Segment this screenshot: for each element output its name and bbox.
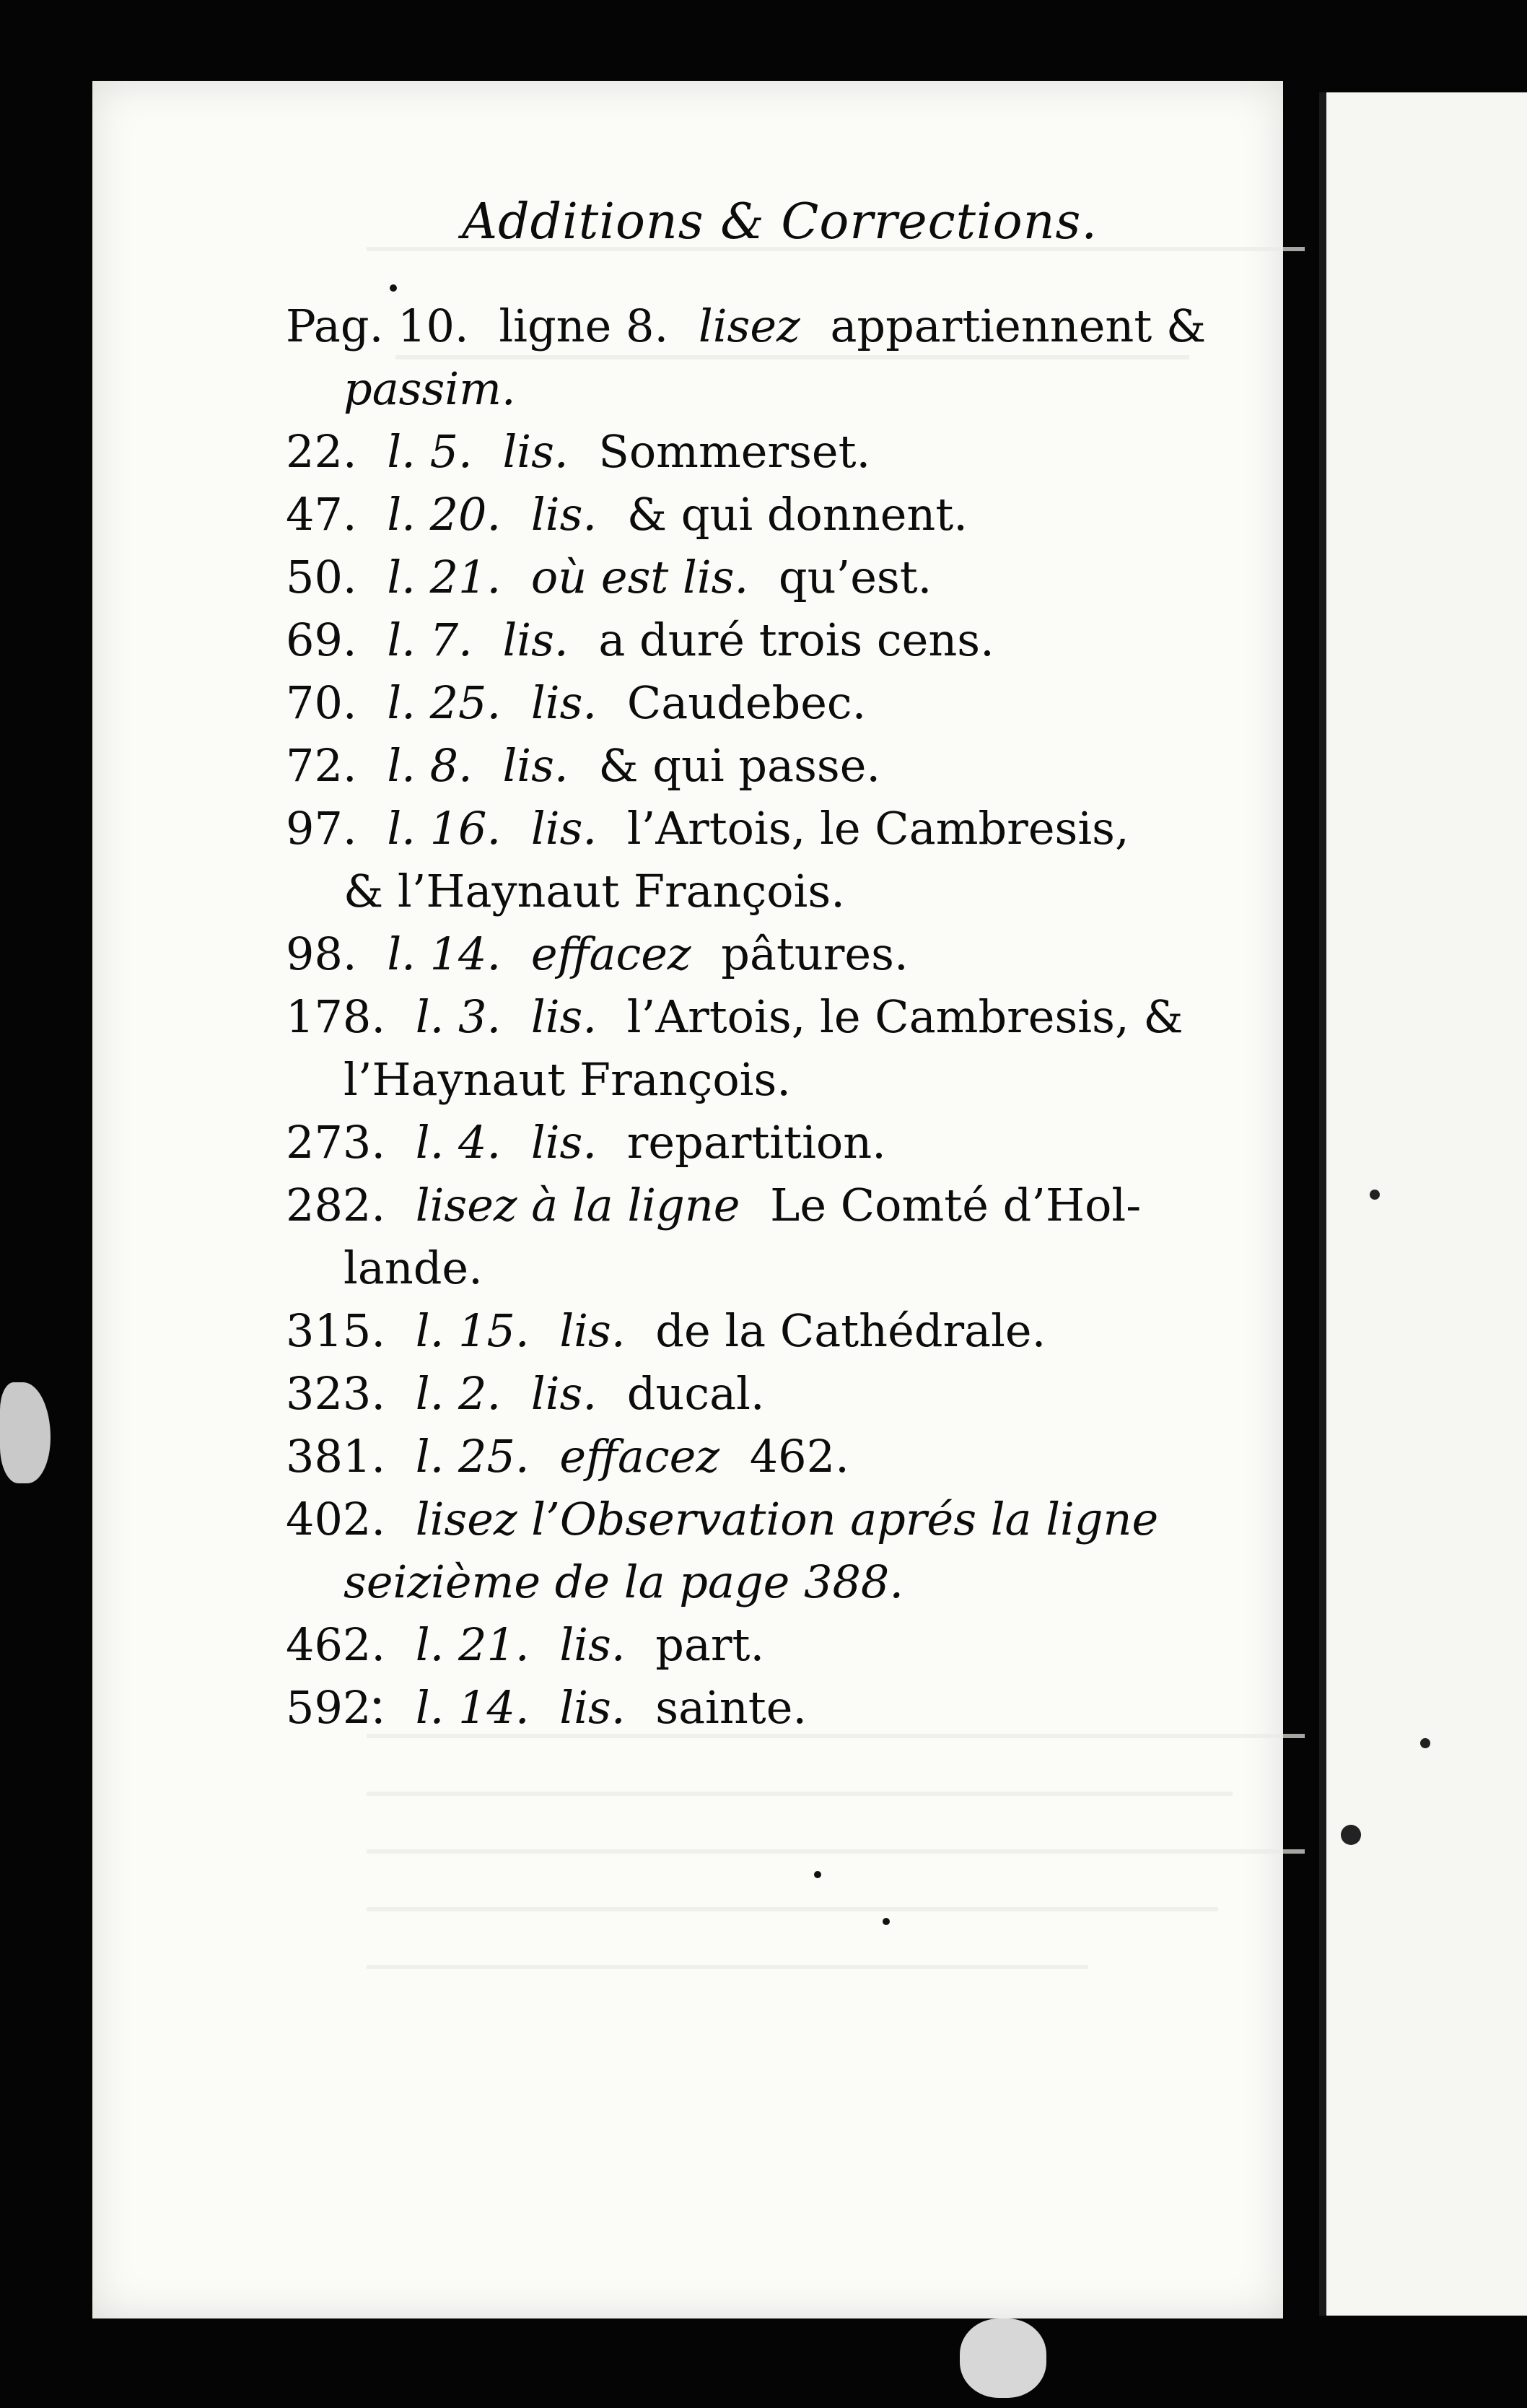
correction-marker: lis.: [530, 488, 598, 541]
list-item: [286, 1676, 1274, 1739]
page-number: 273.: [286, 1116, 386, 1169]
list-item: [286, 1488, 1274, 1613]
correction-marker: lisez à la ligne: [415, 1179, 740, 1231]
correction-marker: lis.: [530, 1367, 598, 1420]
list-item: [286, 1425, 1274, 1488]
continuation-text: l’Haynaut François.: [344, 1053, 791, 1106]
correction-marker: lis.: [502, 614, 569, 666]
line-ref: l. 25.: [415, 1430, 530, 1483]
correction-text: l’Artois, le Cambresis,: [626, 802, 1129, 855]
correction-text: Le Comté d’Hol-: [770, 1179, 1142, 1231]
correction-text: appartiennent &: [830, 300, 1207, 352]
page-number: 70.: [286, 676, 357, 729]
list-item: [286, 1299, 1274, 1362]
correction-text: a duré trois cens.: [598, 614, 994, 666]
list-item: [286, 734, 1274, 797]
line-ref: l. 5.: [387, 425, 473, 478]
show-through: [367, 1849, 1305, 1854]
running-head-title: Additions & Corrections.: [462, 193, 1098, 250]
show-through: [367, 1965, 1088, 1969]
list-item: [286, 420, 1274, 483]
page-number: 592.: [286, 1681, 386, 1734]
scan-flaw-left: [0, 1382, 51, 1483]
list-item: [286, 922, 1274, 985]
line-ref: l. 25.: [387, 676, 502, 729]
correction-text: de la Cathédrale.: [655, 1304, 1046, 1357]
scan-flaw-bottom: [960, 2318, 1046, 2398]
show-through: [367, 1907, 1218, 1911]
list-item: [286, 546, 1274, 608]
page-number: 402.: [286, 1493, 386, 1545]
list-item: [286, 985, 1274, 1111]
correction-marker: lisez l’Observation aprés la ligne: [415, 1493, 1159, 1545]
ink-speck: [1341, 1825, 1361, 1845]
correction-text: Sommerset.: [598, 425, 871, 478]
correction-text: qu’est.: [778, 551, 932, 603]
line-ref: l. 16.: [387, 802, 502, 855]
page-number: 69.: [286, 614, 357, 666]
list-item: [286, 1111, 1274, 1174]
correction-text: sainte.: [655, 1681, 808, 1734]
list-item: [286, 1613, 1274, 1676]
correction-marker: lis.: [502, 425, 569, 478]
page-number: 178.: [286, 990, 386, 1043]
correction-marker: lis.: [530, 676, 598, 729]
page-number: 22.: [286, 425, 357, 478]
line-ref: l. 7.: [387, 614, 473, 666]
ink-speck: [1370, 1190, 1380, 1200]
correction-marker: où est lis.: [530, 551, 749, 603]
correction-marker: lis.: [502, 739, 569, 792]
correction-marker: effacez: [559, 1430, 720, 1483]
correction-text: l’Artois, le Cambresis, &: [626, 990, 1183, 1043]
page-number: 381.: [286, 1430, 386, 1483]
page-number: 315.: [286, 1304, 386, 1357]
page-number: 98.: [286, 928, 357, 980]
line-ref: l. 20.: [387, 488, 502, 541]
correction-marker: lis.: [559, 1681, 626, 1734]
page-number: 282.: [286, 1179, 386, 1231]
correction-marker: lisez: [698, 300, 800, 352]
correction-marker: effacez: [530, 928, 691, 980]
list-item: [286, 483, 1274, 546]
correction-text: & qui donnent.: [626, 488, 968, 541]
corrections-list: [286, 295, 1274, 1739]
correction-text: repartition.: [626, 1116, 886, 1169]
show-through: [367, 1792, 1233, 1796]
page-number: Pag. 10.: [286, 300, 469, 352]
continuation-text: passim.: [344, 362, 516, 415]
correction-marker: lis.: [530, 990, 598, 1043]
page-number: 97.: [286, 802, 357, 855]
correction-text: & qui passe.: [598, 739, 881, 792]
line-ref: l. 21.: [387, 551, 502, 603]
correction-marker: lis.: [530, 802, 598, 855]
correction-marker: lis.: [530, 1116, 598, 1169]
ink-speck: [390, 284, 397, 292]
line-ref: l. 3.: [415, 990, 502, 1043]
continuation-text: lande.: [344, 1242, 483, 1294]
correction-marker: lis.: [559, 1304, 626, 1357]
page-number: 462.: [286, 1618, 386, 1671]
correction-marker: lis.: [559, 1618, 626, 1671]
ink-speck: [814, 1871, 821, 1878]
ink-speck: [1420, 1738, 1430, 1748]
correction-text: Caudebec.: [626, 676, 867, 729]
list-item: [286, 1362, 1274, 1425]
page-number: 50.: [286, 551, 357, 603]
line-ref: l. 21.: [415, 1618, 530, 1671]
list-item: [286, 1174, 1274, 1299]
line-ref: l. 14.: [387, 928, 502, 980]
line-ref: l. 4.: [415, 1116, 502, 1169]
line-ref: ligne 8.: [499, 300, 669, 352]
correction-text: ducal.: [626, 1367, 765, 1420]
continuation-text: & l’Haynaut François.: [344, 865, 845, 917]
correction-text: part.: [655, 1618, 765, 1671]
page-number: 47.: [286, 488, 357, 541]
list-item: [286, 797, 1274, 922]
list-item: [286, 671, 1274, 734]
line-ref: l. 2.: [415, 1367, 502, 1420]
correction-text: 462.: [749, 1430, 849, 1483]
facing-page: [1319, 92, 1527, 2316]
line-ref: l. 15.: [415, 1304, 530, 1357]
list-item: [286, 608, 1274, 671]
continuation-text: seizième de la page 388.: [344, 1556, 904, 1608]
line-ref: l. 14.: [415, 1681, 530, 1734]
page-number: 323.: [286, 1367, 386, 1420]
list-item: [286, 295, 1274, 420]
page-number: 72.: [286, 739, 357, 792]
ink-speck: [883, 1918, 890, 1925]
correction-text: pâtures.: [721, 928, 909, 980]
line-ref: l. 8.: [387, 739, 473, 792]
